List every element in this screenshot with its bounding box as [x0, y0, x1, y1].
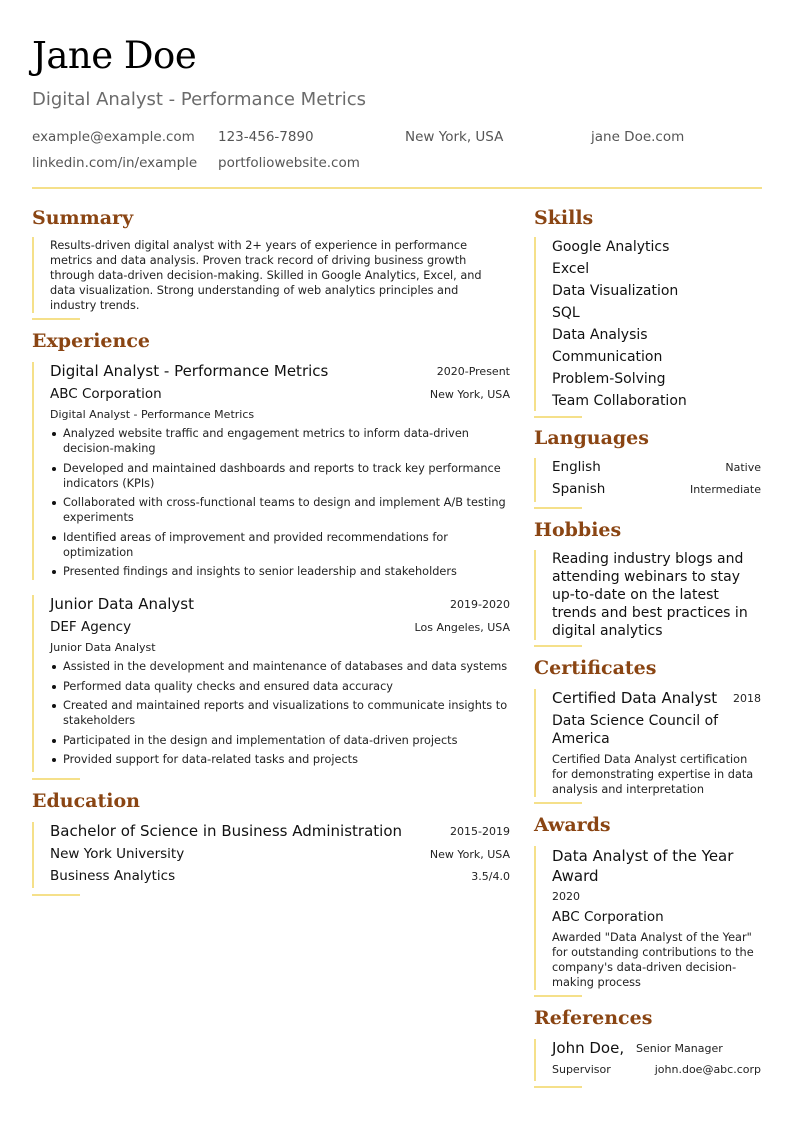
- education-heading: Education: [32, 790, 140, 812]
- contact-portfolio[interactable]: portfoliowebsite.com: [218, 155, 360, 171]
- job-role: Digital Analyst - Performance Metrics: [50, 408, 255, 421]
- hobbies-heading: Hobbies: [534, 519, 622, 541]
- list-item: Provided support for data-related tasks and projects: [50, 752, 510, 767]
- contact-phone[interactable]: 123-456-7890: [218, 129, 314, 145]
- certificates-heading: Certificates: [534, 657, 657, 679]
- job-title: Junior Data Analyst: [50, 595, 195, 613]
- job-accent-bar: [32, 362, 34, 580]
- list-item: Team Collaboration: [552, 393, 687, 409]
- certificates-accent-bar: [534, 689, 536, 797]
- list-item: Excel: [552, 261, 590, 277]
- education-location: New York, USA: [429, 848, 510, 861]
- award-name: Data Analyst of the Year Award: [552, 847, 734, 885]
- hobbies-accent-bar: [534, 550, 536, 640]
- list-item: Communication: [552, 349, 663, 365]
- awards-underline: [534, 995, 582, 997]
- job-title: Digital Analyst - Performance Metrics: [50, 362, 329, 380]
- language-level: Intermediate: [690, 483, 761, 496]
- award-organization: ABC Corporation: [552, 909, 664, 925]
- references-heading: References: [534, 1007, 653, 1029]
- certificate-issuer: Data Science Council of America: [552, 713, 719, 747]
- references-underline: [534, 1086, 582, 1088]
- list-item: Identified areas of improvement and provided recommendations for optimization: [50, 530, 510, 560]
- list-item: Google Analytics: [552, 239, 670, 255]
- job-company: ABC Corporation: [50, 386, 162, 402]
- award-year: 2020: [552, 890, 580, 903]
- education-field: Business Analytics: [50, 868, 176, 884]
- job-location: Los Angeles, USA: [414, 621, 510, 634]
- list-item: Problem-Solving: [552, 371, 666, 387]
- job-bullet-list: [50, 426, 510, 584]
- skills-heading: Skills: [534, 207, 594, 229]
- list-item: Presented findings and insights to senior leadership and stakeholders: [50, 564, 510, 579]
- list-item: Data Visualization: [552, 283, 679, 299]
- job-dates: 2020-Present: [436, 365, 510, 378]
- language-level: Native: [725, 461, 761, 474]
- experience-heading: Experience: [32, 330, 150, 352]
- languages-accent-bar: [534, 458, 536, 502]
- skills-underline: [534, 416, 582, 418]
- certificate-year: 2018: [733, 692, 761, 705]
- list-item: Analyzed website traffic and engagement metrics to inform data-driven decision-making: [50, 426, 510, 456]
- contact-location: New York, USA: [405, 129, 504, 145]
- list-item: Data Analysis: [552, 327, 648, 343]
- references-accent-bar: [534, 1039, 536, 1081]
- job-company: DEF Agency: [50, 619, 132, 635]
- skills-accent-bar: [534, 237, 536, 411]
- awards-accent-bar: [534, 846, 536, 990]
- header-divider: [32, 187, 762, 189]
- reference-email[interactable]: john.doe@abc.corp: [654, 1063, 761, 1076]
- education-school: New York University: [50, 846, 185, 862]
- list-item: Performed data quality checks and ensured data accuracy: [50, 679, 510, 694]
- summary-accent-bar: [32, 237, 34, 313]
- languages-underline: [534, 507, 582, 509]
- list-item: Created and maintained reports and visualizations to communicate insights to stakeholders: [50, 698, 510, 728]
- hobbies-underline: [534, 645, 582, 647]
- candidate-name: Jane Doe: [32, 34, 197, 77]
- summary-heading: Summary: [32, 207, 134, 229]
- list-item: Developed and maintained dashboards and reports to track key performance indicators (KPIs): [50, 461, 510, 491]
- certificates-underline: [534, 802, 582, 804]
- education-accent-bar: [32, 822, 34, 888]
- candidate-title: Digital Analyst - Performance Metrics: [32, 89, 367, 110]
- education-dates: 2015-2019: [450, 825, 510, 838]
- award-description: Awarded "Data Analyst of the Year" for outstanding contributions to the company's data-driven decision-making process: [552, 931, 754, 989]
- list-item: Participated in the design and implementation of data-driven projects: [50, 733, 510, 748]
- contact-linkedin[interactable]: linkedin.com/in/example: [32, 155, 198, 171]
- awards-heading: Awards: [534, 814, 611, 836]
- job-accent-bar: [32, 595, 34, 772]
- certificate-name: Certified Data Analyst: [552, 689, 718, 707]
- job-bullet-list: [50, 659, 510, 772]
- education-degree: Bachelor of Science in Business Administration: [50, 822, 403, 840]
- experience-underline: [32, 778, 80, 780]
- reference-relation: Supervisor: [552, 1063, 611, 1076]
- skills-list: [552, 236, 687, 412]
- summary-underline: [32, 318, 80, 320]
- certificate-description: Certified Data Analyst certification for demonstrating expertise in data analysis and interpretation: [552, 753, 754, 796]
- language-name: Spanish: [552, 481, 606, 497]
- list-item: Collaborated with cross-functional teams to design and implement A/B testing experiments: [50, 495, 510, 525]
- contact-email[interactable]: example@example.com: [32, 129, 195, 145]
- education-gpa: 3.5/4.0: [471, 870, 510, 883]
- list-item: SQL: [552, 305, 580, 321]
- job-role: Junior Data Analyst: [50, 641, 156, 654]
- reference-position: Senior Manager: [636, 1042, 723, 1055]
- contact-website[interactable]: jane Doe.com: [591, 129, 685, 145]
- languages-heading: Languages: [534, 427, 649, 449]
- language-name: English: [552, 459, 601, 475]
- hobbies-text: Reading industry blogs and attending webinars to stay up-to-date on the latest trends and best practices in digital analytics: [552, 551, 748, 639]
- education-underline: [32, 894, 80, 896]
- summary-text: Results-driven digital analyst with 2+ years of experience in performance metrics and data analysis. Proven track record of driving business growth through data-driven decision-making. Skilled in Google Analytics, Excel, and data visualization. Strong understanding of web analytics principles and industry trends.: [50, 239, 482, 312]
- job-dates: 2019-2020: [450, 598, 510, 611]
- list-item: Assisted in the development and maintenance of databases and data systems: [50, 659, 510, 674]
- job-location: New York, USA: [429, 388, 510, 401]
- reference-name: John Doe,: [552, 1039, 625, 1057]
